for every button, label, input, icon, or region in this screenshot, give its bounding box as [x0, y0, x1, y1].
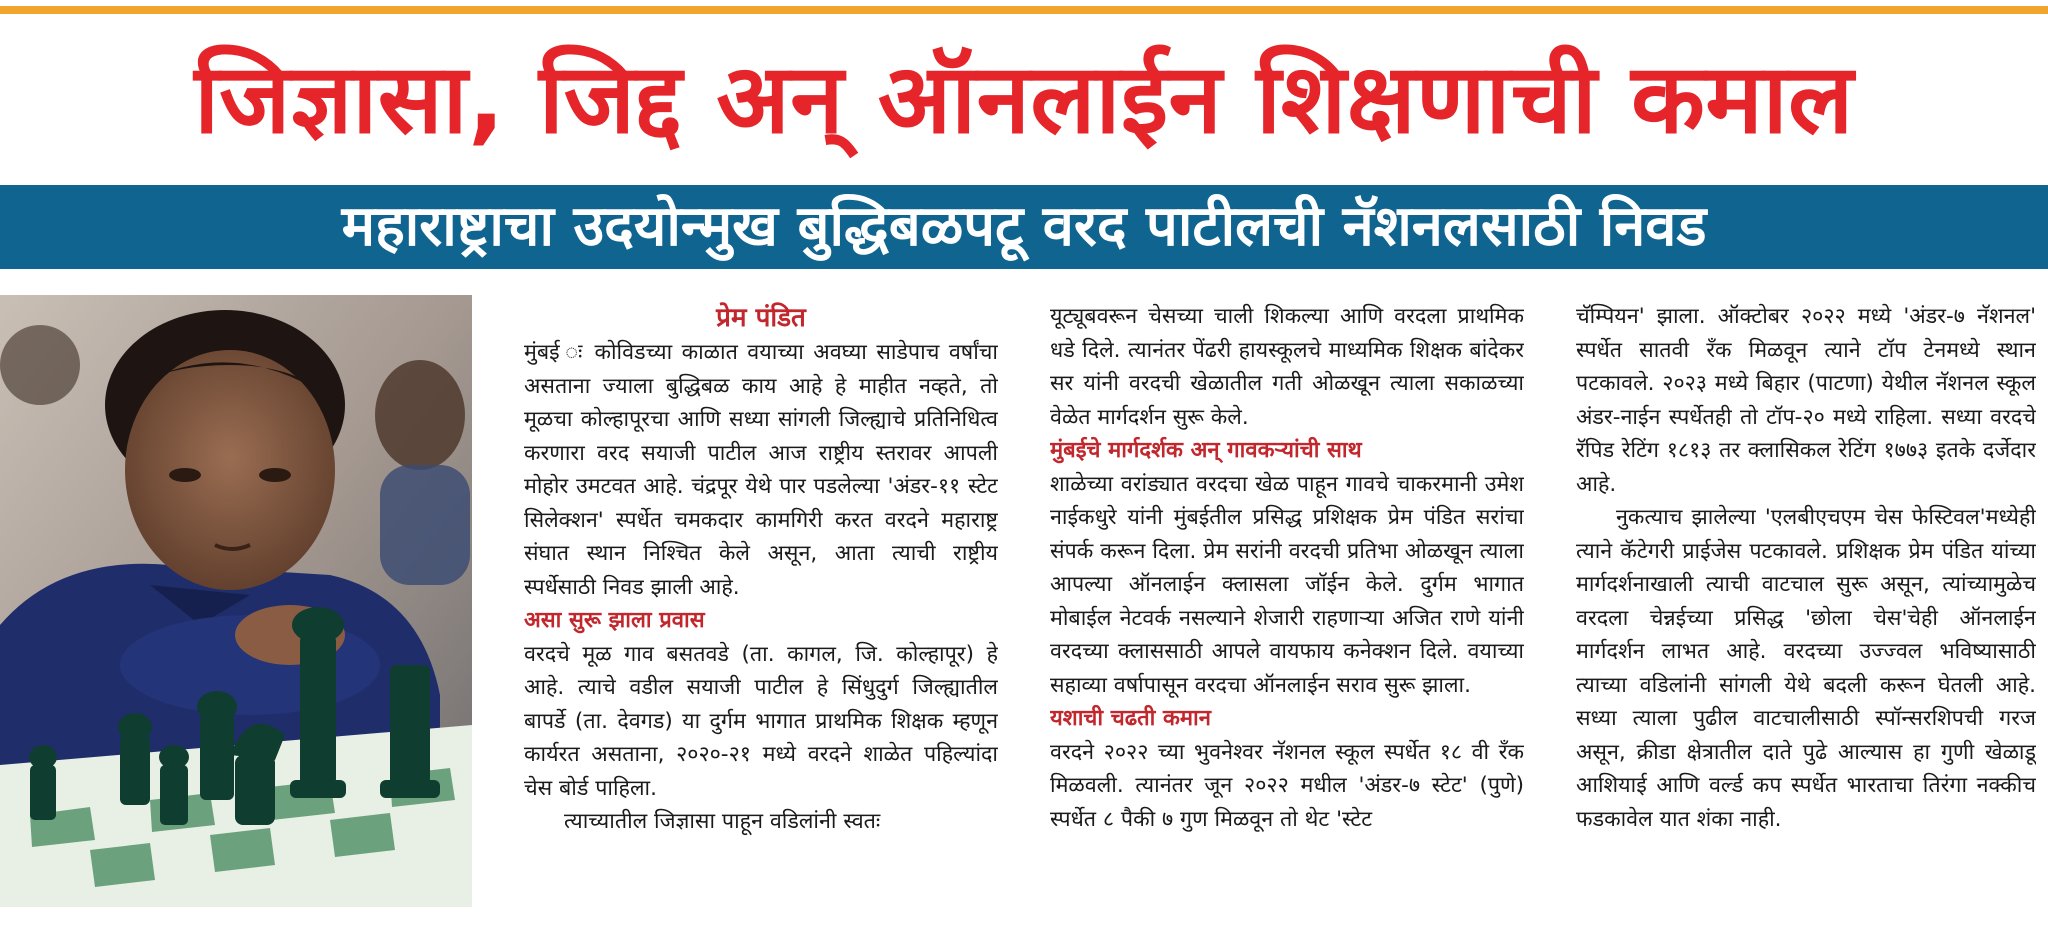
article-column-3 — [1576, 300, 2036, 920]
top-accent-rule — [0, 6, 2048, 14]
section-heading: मुंबईचे मार्गदर्शक अन् गावकऱ्यांची साथ — [1050, 438, 1362, 463]
paragraph: वरदचे मूळ गाव बसतवडे (ता. कागल, जि. कोल्हापूर) हे आहे. त्याचे वडील सयाजी पाटील हे सिंधुदुर्ग जिल्ह्यातील बापर्डे (ता. देवगड) या दुर्गम भागात प्राथमिक शिक्षक म्हणून कार्यरत असताना, २०२०-२१ मध्ये वरदने शाळेत पहिल्यांदा चेस बोर्ड पाहिला. — [524, 641, 998, 801]
byline: प्रेम पंडित — [716, 303, 806, 333]
headline: जिज्ञासा, जिद्द अन् ऑनलाईन शिक्षणाची कमाल — [194, 43, 1854, 155]
paragraph: नुकत्याच झालेल्या 'एलबीएचएम चेस फेस्टिवल'मध्येही त्याने कॅटेगरी प्राईजेस पटकावले. प्रशिक्षक प्रेम पंडित यांच्या मार्गदर्शनाखाली त्याची वाटचाल सुरू असून, त्यांच्यामुळेच वरदला चेन्नईच्या प्रसिद्ध 'छोला चेस'चेही ऑनलाईन मार्गदर्शन लाभत आहे. वरदच्या उज्ज्वल भविष्यासाठी त्याच्या वडिलांनी सांगली येथे बदली करून घेतली आहे. सध्या त्याला पुढील वाटचालीसाठी स्पॉन्सरशिपची गरज असून, क्रीडा क्षेत्रातील दाते पुढे आल्यास हा गुणी खेळाडू आशियाई आणि वर्ल्ड कप स्पर्धेत भारताचा तिरंगा नक्कीच फडकावेल यात शंका नाही. — [1576, 505, 2036, 832]
paragraph: यूट्यूबवरून चेसच्या चाली शिकल्या आणि वरदला प्राथमिक धडे दिले. त्यानंतर पेंढरी हायस्कूलचे माध्यमिक शिक्षक बांदेकर सर यांनी वरदची खेळातील गती ओळखून त्याला सकाळच्या वेळेत मार्गदर्शन सुरू केले. — [1050, 304, 1524, 430]
article-column-1 — [524, 300, 998, 920]
chess-boy-photo — [0, 295, 472, 907]
subheadline-bar — [0, 185, 2048, 269]
section-heading: यशाची चढती कमान — [1050, 706, 1211, 731]
paragraph: चॅम्पियन' झाला. ऑक्टोबर २०२२ मध्ये 'अंडर-७ नॅशनल' स्पर्धेत सातवी रँक मिळवून त्याने टॉप टेनमध्ये स्थान पटकावले. २०२३ मध्ये बिहार (पाटणा) येथील नॅशनल स्कूल अंडर-नाईन स्पर्धेतही तो टॉप-२० मध्ये राहिला. सध्या वरदचे रॅपिड रेटिंग १८१३ तर क्लासिकल रेटिंग १७७३ इतके दर्जेदार आहे. — [1576, 304, 2036, 497]
paragraph: त्याच्यातील जिज्ञासा पाहून वडिलांनी स्वतः — [564, 809, 881, 834]
section-heading: असा सुरू झाला प्रवास — [524, 608, 705, 633]
paragraph: वरदने २०२२ च्या भुवनेश्वर नॅशनल स्कूल स्पर्धेत १८ वी रँक मिळवली. त्यानंतर जून २०२२ मधील 'अंडर-७ स्टेट' (पुणे) स्पर्धेत ८ पैकी ७ गुण मिळवून तो थेट 'स्टेट — [1050, 739, 1524, 832]
photo-illustration — [0, 295, 472, 907]
subheadline: महाराष्ट्राचा उदयोन्मुख बुद्धिबळपटू वरद पाटीलची नॅशनलसाठी निवड — [341, 194, 1707, 259]
article-column-2 — [1050, 300, 1524, 920]
paragraph: मुंबई ः कोविडच्या काळात वयाच्या अवघ्या साडेपाच वर्षांचा असताना ज्याला बुद्धिबळ काय आहे हे माहीत नव्हते, तो मूळचा कोल्हापूरचा आणि सध्या सांगली जिल्ह्याचे प्रतिनिधित्व करणारा वरद सयाजी पाटील आज राष्ट्रीय स्तरावर आपली मोहोर उमटवत आहे. चंद्रपूर येथे पार पडलेल्या 'अंडर-११ स्टेट सिलेक्शन' स्पर्धेत चमकदार कामगिरी करत वरदने महाराष्ट्र संघात स्थान निश्चित केले असून, आता त्याची राष्ट्रीय स्पर्धेसाठी निवड झाली आहे. — [524, 340, 998, 600]
paragraph: शाळेच्या वरांड्यात वरदचा खेळ पाहून गावचे चाकरमानी उमेश नाईकधुरे यांनी मुंबईतील प्रसिद्ध प्रशिक्षक प्रेम पंडित सरांचा संपर्क करून दिला. प्रेम सरांनी वरदची प्रतिभा ओळखून त्याला आपल्या ऑनलाईन क्लासला जॉईन केले. दुर्गम भागात मोबाईल नेटवर्क नसल्याने शेजारी राहणाऱ्या अजित राणे यांनी वरदच्या क्लाससाठी आपले वायफाय कनेक्शन दिले. वयाच्या सहाव्या वर्षापासून वरदचा ऑनलाईन सराव सुरू झाला. — [1050, 471, 1524, 698]
